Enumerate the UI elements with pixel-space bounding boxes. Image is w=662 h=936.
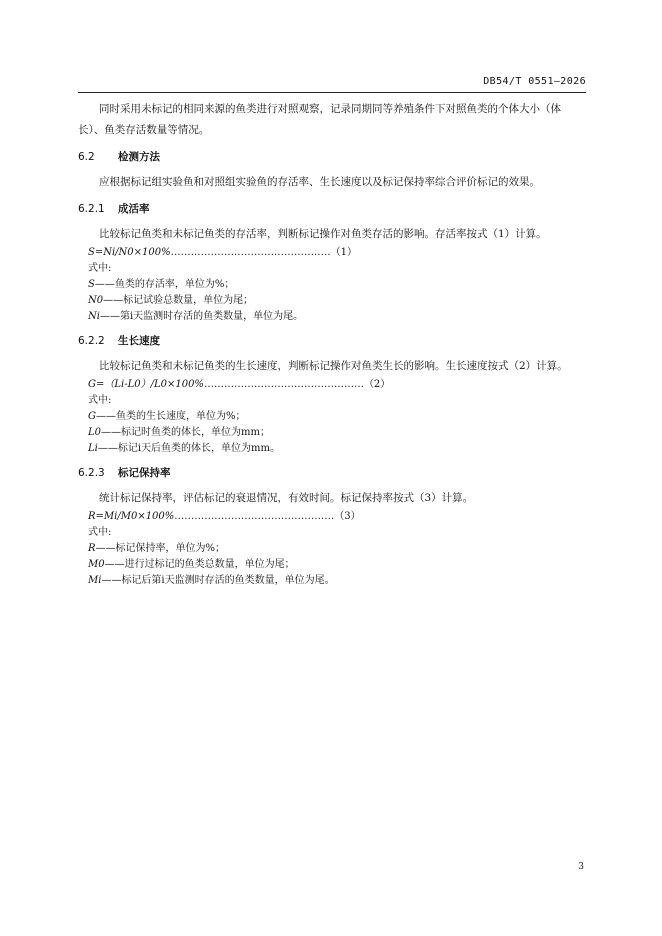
variable-definition bbox=[78, 277, 586, 293]
formula-2 bbox=[78, 377, 586, 393]
variable-description: ——标记保持率，单位为%； bbox=[95, 543, 226, 554]
variable-definition bbox=[78, 441, 586, 457]
variable-definition bbox=[78, 573, 586, 589]
variable-definition bbox=[78, 293, 586, 309]
variable-symbol: Ni bbox=[88, 311, 100, 322]
variable-list bbox=[78, 409, 586, 457]
section-number: 6.2.3 bbox=[78, 467, 105, 479]
formula-expression: G=（Li-L0）/L0×100% bbox=[88, 379, 204, 390]
variable-symbol: Li bbox=[88, 443, 98, 454]
page-number: 3 bbox=[578, 862, 584, 872]
variable-description: ——第i天监测时存活的鱼类数量，单位为尾。 bbox=[99, 311, 304, 322]
where-label: 式中: bbox=[88, 395, 112, 406]
variable-definition bbox=[78, 309, 586, 325]
variable-description: ——标记试验总数量，单位为尾； bbox=[103, 295, 254, 306]
variable-definition bbox=[78, 557, 586, 573]
variable-description: ——标记时鱼类的体长，单位为mm； bbox=[101, 427, 270, 438]
variable-definition bbox=[78, 541, 586, 557]
section-title: 成活率 bbox=[118, 203, 150, 215]
section-6-2-1-paragraph: 比较标记鱼类和未标记鱼类的存活率，判断标记操作对鱼类存活的影响。存活率按式（1）计算。 bbox=[99, 228, 547, 240]
section-title: 生长速度 bbox=[118, 335, 160, 347]
formula-dots: ………………………………………… bbox=[174, 511, 335, 522]
variable-symbol: G bbox=[88, 411, 96, 422]
section-number: 6.2 bbox=[78, 151, 95, 163]
formula-1 bbox=[78, 245, 586, 261]
formula-dots: ………………………………………… bbox=[203, 379, 364, 390]
section-title: 检测方法 bbox=[118, 151, 160, 163]
section-6-2-1-heading bbox=[78, 199, 586, 220]
variable-list bbox=[78, 277, 586, 325]
section-6-2-2-heading bbox=[78, 331, 586, 352]
formula-expression: S=Ni/N0×100% bbox=[88, 247, 171, 258]
variable-description: ——标记后第i天监测时存活的鱼类数量，单位为尾。 bbox=[101, 575, 335, 586]
section-6-2-3-heading bbox=[78, 463, 586, 484]
variable-list bbox=[78, 541, 586, 589]
variable-description: ——进行过标记的鱼类总数量，单位为尾； bbox=[104, 559, 295, 570]
variable-symbol: L0 bbox=[88, 427, 102, 438]
variable-symbol: Mi bbox=[88, 575, 102, 586]
variable-symbol: R bbox=[88, 543, 96, 554]
formula-dots: ………………………………………… bbox=[170, 247, 331, 258]
formula-number: （1） bbox=[330, 247, 358, 258]
variable-symbol: M0 bbox=[88, 559, 105, 570]
formula-number: （2） bbox=[363, 379, 391, 390]
formula-number: （3） bbox=[334, 511, 361, 522]
section-number: 6.2.1 bbox=[78, 203, 105, 215]
formula-3 bbox=[78, 509, 586, 525]
section-6-2-3-paragraph: 统计标记保持率，评估标记的衰退情况，有效时间。标记保持率按式（3）计算。 bbox=[99, 492, 474, 504]
variable-description: ——鱼类的生长速度，单位为%； bbox=[96, 411, 246, 422]
section-6-2-paragraph: 应根据标记组实验鱼和对照组实验鱼的存活率、生长速度以及标记保持率综合评价标记的效果。 bbox=[99, 176, 540, 188]
where-label: 式中: bbox=[88, 263, 112, 274]
section-6-2-2-paragraph: 比较标记鱼类和未标记鱼类的生长速度，判断标记操作对鱼类生长的影响。生长速度按式（2）计算。 bbox=[99, 360, 568, 372]
header-rule bbox=[78, 92, 586, 93]
section-title: 标记保持率 bbox=[118, 467, 171, 479]
formula-expression: R=Mi/M0×100% bbox=[88, 511, 175, 522]
document-code: DB54/T 0551—2026 bbox=[483, 76, 586, 87]
variable-description: ——标记i天后鱼类的体长，单位为mm。 bbox=[97, 443, 281, 454]
variable-definition bbox=[78, 409, 586, 425]
variable-definition bbox=[78, 425, 586, 441]
section-number: 6.2.2 bbox=[78, 335, 105, 347]
document-body bbox=[78, 99, 586, 593]
intro-paragraph: 同时采用未标记的相同来源的鱼类进行对照观察，记录同期同等养殖条件下对照鱼类的个体大小（体长）、鱼类存活数量等情况。 bbox=[78, 103, 561, 136]
variable-symbol: S bbox=[88, 279, 95, 290]
variable-description: ——鱼类的存活率，单位为%； bbox=[94, 279, 235, 290]
section-6-2-heading bbox=[78, 147, 586, 168]
where-label: 式中: bbox=[88, 527, 112, 538]
variable-symbol: N0 bbox=[88, 295, 104, 306]
